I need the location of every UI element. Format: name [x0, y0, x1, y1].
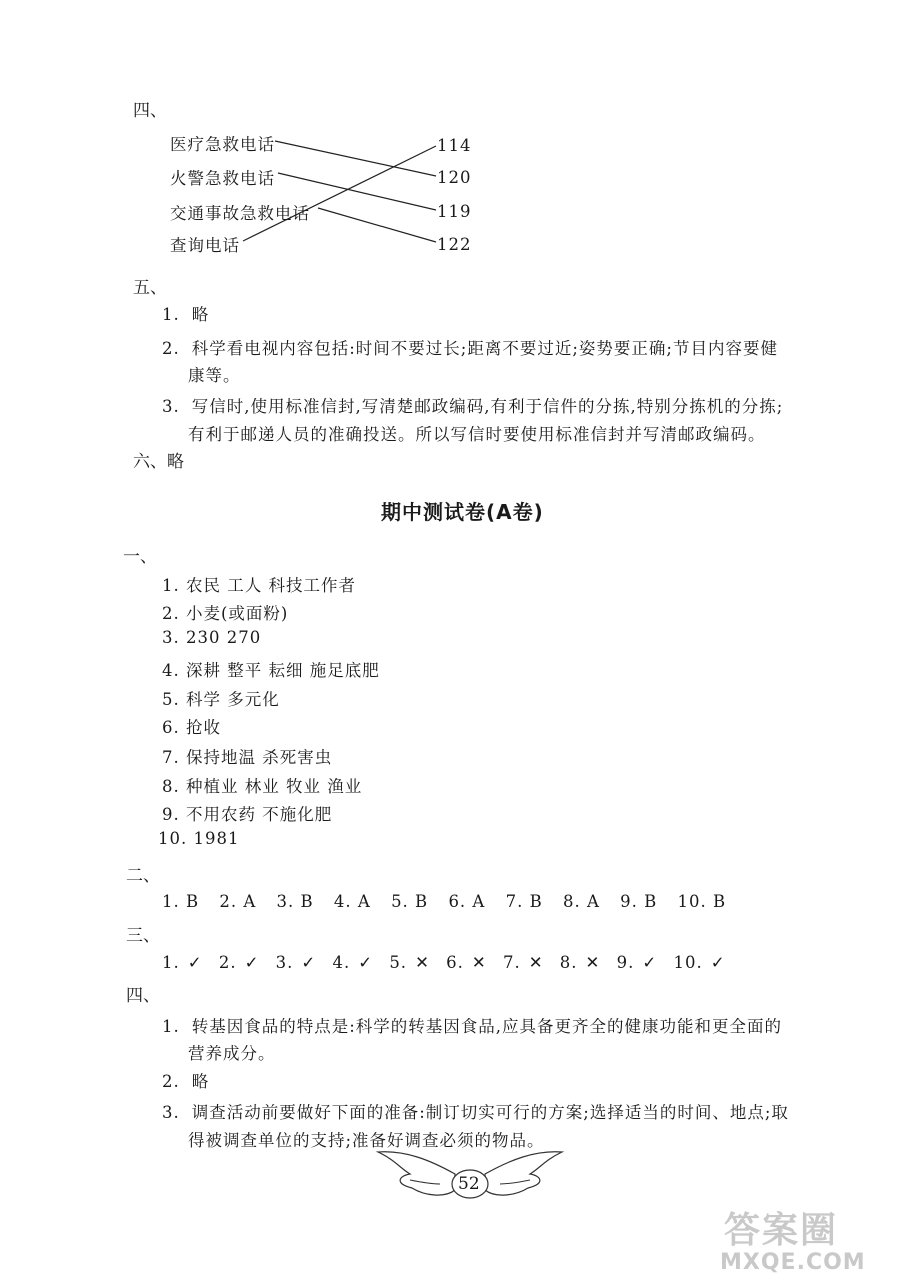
cross-mark-icon: ✕ [528, 953, 544, 972]
match-right-4: 122 [437, 235, 472, 254]
part4-item-1: 1. 转基因食品的特点是:科学的转基因食品,应具备更齐全的健康功能和更全面的 [162, 1017, 783, 1036]
part-2-heading: 二、 [126, 866, 160, 886]
part3-answers: 1. ✓ 2. ✓ 3. ✓ 4. ✓ 5. ✕ 6. ✕ 7. ✕ 8. ✕ 9. ✓ 10. ✓ [162, 953, 726, 972]
part4-item-3: 3. 调查活动前要做好下面的准备:制订切实可行的方案;选择适当的时间、地点;取 [162, 1103, 789, 1122]
part2-answer: 1. B [162, 892, 200, 911]
check-mark-icon: ✓ [301, 953, 317, 972]
part1-item-8: 8. 种植业 林业 牧业 渔业 [162, 777, 363, 796]
page-number: 52 [458, 1174, 480, 1194]
match-right-3: 119 [437, 202, 472, 221]
match-left-4: 查询电话 [170, 236, 240, 255]
part1-item-4: 4. 深耕 整平 耘细 施足底肥 [162, 661, 380, 680]
part-4-heading: 四、 [126, 986, 160, 1006]
part2-answer: 10. B [677, 892, 727, 911]
sec5-item-2: 2. 科学看电视内容包括:时间不要过长;距离不要过近;姿势要正确;节目内容要健 [162, 339, 778, 358]
check-mark-icon: ✓ [358, 953, 374, 972]
part2-answer: 7. B [505, 892, 543, 911]
part2-answer: 9. B [620, 892, 658, 911]
part1-item-7: 7. 保持地温 杀死害虫 [162, 748, 333, 767]
part1-item-6: 6. 抢收 [162, 718, 221, 737]
sec5-item-3-cont: 有利于邮递人员的准确投送。所以写信时要使用标准信封并写清邮政编码。 [188, 425, 766, 444]
part1-item-5: 5. 科学 多元化 [162, 690, 280, 709]
match-right-2: 120 [437, 168, 472, 187]
sec5-item-1: 1. 略 [162, 305, 210, 324]
match-left-2: 火警急救电话 [170, 169, 275, 188]
watermark-url: MXQE.COM [720, 1250, 866, 1275]
part2-answer: 8. A [562, 892, 600, 911]
cross-mark-icon: ✕ [415, 953, 430, 972]
part2-answer: 2. A [219, 892, 257, 911]
part2-answer: 4. A [333, 892, 371, 911]
match-right-1: 114 [437, 136, 472, 155]
part2-answer: 3. B [276, 892, 314, 911]
part-3-heading: 三、 [126, 926, 160, 946]
cross-mark-icon: ✕ [585, 953, 601, 972]
part1-item-10: 10. 1981 [158, 829, 240, 848]
exam-title: 期中测试卷(A卷) [381, 500, 544, 524]
part1-item-9: 9. 不用农药 不施化肥 [162, 805, 333, 824]
match-left-1: 医疗急救电话 [170, 135, 275, 154]
section-4-heading: 四、 [133, 101, 167, 121]
cross-mark-icon: ✕ [471, 953, 487, 972]
section-5-heading: 五、 [133, 278, 167, 298]
part4-item-2: 2. 略 [162, 1072, 210, 1091]
part2-answer: 5. B [391, 892, 429, 911]
part1-item-1: 1. 农民 工人 科技工作者 [162, 576, 356, 595]
part-1-heading: 一、 [123, 547, 157, 567]
part2-answer: 6. A [448, 892, 486, 911]
check-mark-icon: ✓ [710, 953, 726, 972]
match-left-3: 交通事故急救电话 [170, 204, 310, 223]
part4-item-1-cont: 营养成分。 [188, 1044, 276, 1063]
part1-item-3: 3. 230 270 [162, 628, 262, 647]
sec5-item-2-cont: 康等。 [188, 366, 241, 385]
part1-item-2: 2. 小麦(或面粉) [162, 604, 289, 623]
check-mark-icon: ✓ [244, 953, 260, 972]
check-mark-icon: ✓ [642, 953, 658, 972]
part4-item-3-cont: 得被调查单位的支持;准备好调查必须的物品。 [188, 1131, 545, 1150]
watermark-logo: 答案圈 [724, 1210, 839, 1251]
check-mark-icon: ✓ [187, 953, 203, 972]
section-6-heading: 六、略 [133, 452, 184, 472]
sec5-item-3: 3. 写信时,使用标准信封,写清楚邮政编码,有利于信件的分拣,特别分拣机的分拣; [162, 397, 784, 416]
